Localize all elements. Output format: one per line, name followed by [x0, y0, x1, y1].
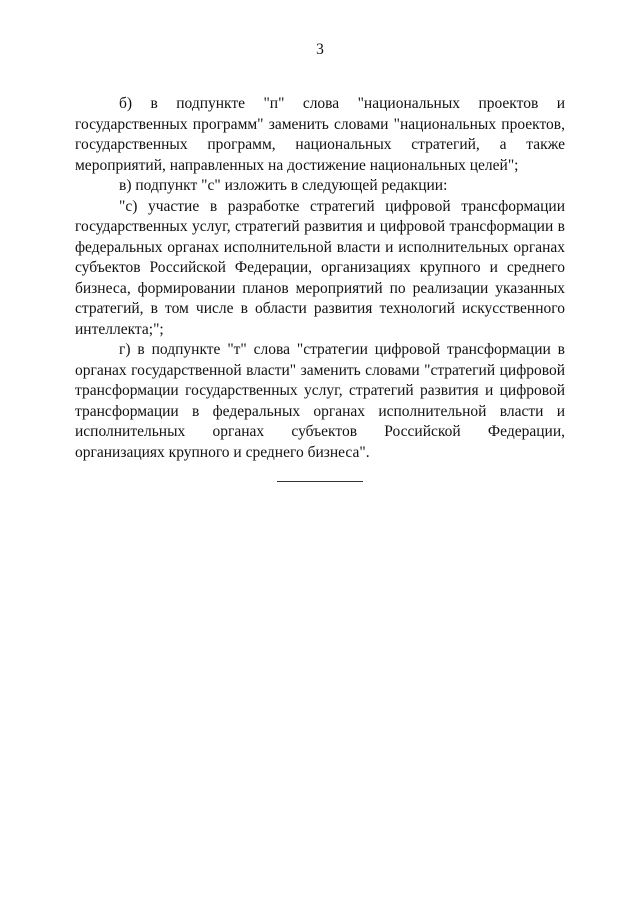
- paragraph-subitem-g: г) в подпункте "т" слова "стратегии цифровой трансформации в органах государственной власти" заменить словами "стратегий цифровой трансформации государственных услуг, стратегий развития и цифровой трансформации в федеральных органах исполнительной власти и исполнительных органах субъектов Российской Федерации, организациях крупного и среднего бизнеса".: [75, 341, 565, 461]
- page-number: 3: [316, 41, 324, 58]
- end-divider-line: [277, 481, 363, 482]
- paragraph-subitem-v: в) подпункт "с" изложить в следующей редакции:: [119, 177, 448, 194]
- paragraph-subitem-b: б) в подпункте "п" слова "национальных проектов и государственных программ" заменить словами "национальных проектов, государственных программ, национальных стратегий, а также мероприятий, направленных на достижение национальных целей";: [75, 95, 565, 174]
- paragraph-new-subitem-s: "с) участие в разработке стратегий цифровой трансформации государственных услуг, стратегий развития и цифровой трансформации в федеральных органах исполнительной власти и исполнительных органах субъектов Российской Федерации, организациях крупного и среднего бизнеса, формировании планов мероприятий по реализации указанных стратегий, в том числе в области развития технологий искусственного интеллекта;";: [75, 197, 565, 338]
- document-body: [75, 94, 565, 463]
